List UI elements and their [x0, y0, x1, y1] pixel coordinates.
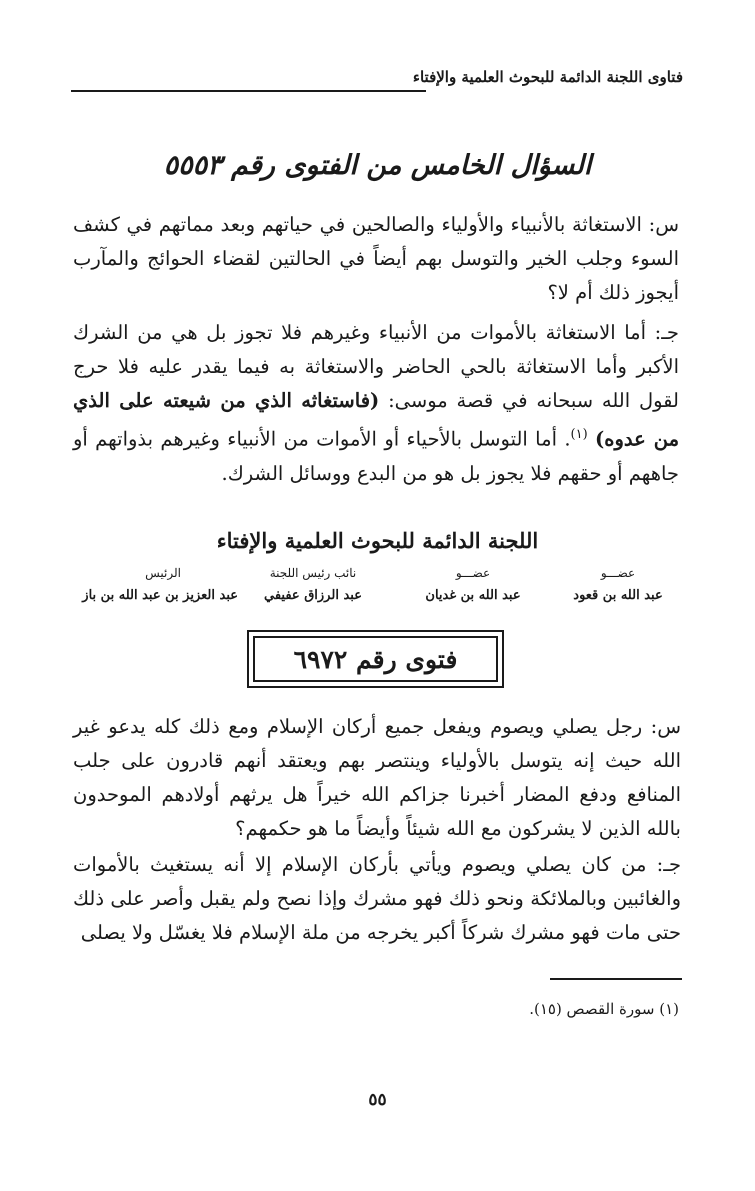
answer-text-part1: جـ: أما الاستغاثة بالأموات من الأنبياء وغيرهم فلا تجوز بل هي من الشرك الأكبر وأما الاستغاثة بالحي الحاضر والاستغاثة به فيما يقدر عليه فلا حرج لقول الله سبحانه في قصة موسى: [73, 321, 679, 412]
signature-name: عبد الله بن غديان [425, 588, 521, 603]
answer-text-part2: . أما التوسل بالأحياء أو الأموات من الأنبياء وغيرهم بذواتهم أو جاههم أو حقهم فلا يجوز بل هو من البدع ووسائل الشرك. [73, 427, 679, 485]
signature-role: عضـــو [455, 566, 491, 580]
signature-chairman [82, 566, 238, 603]
footnote: (١) سورة القصص (١٥). [529, 1000, 679, 1018]
fatwa-question-paragraph: س: رجل يصلي ويصوم ويفعل جميع أركان الإسلام ومع ذلك كله يدعو غير الله حيث إنه يتوسل بالأولياء وينتصر بهم ويعتقد أنهم قادرون على جلب المنافع ودفع المضار أخبرنا جزاكم الله خيراً هل يرثهم أولادهم الموحدون بالله الذين لا يشركون مع الله شيئاً وأيضاً ما هو حكمهم؟ [73, 715, 681, 840]
question-heading: السؤال الخامس من الفتوى رقم ٥٥٥٣ [163, 150, 592, 181]
signature-role: عضـــو [600, 566, 636, 580]
fatwa-answer-paragraph: جـ: من كان يصلي ويصوم ويأتي بأركان الإسلام إلا أنه يستغيث بالأموات والغائبين وبالملائكة ونحو ذلك فهو مشرك وإذا نصح ولم يقبل وأصر على ذلك حتى مات فهو مشرك شركاً أكبر يخرجه من ملة الإسلام فلا يغسّل ولا يصلى [73, 853, 681, 944]
committee-name: اللجنة الدائمة للبحوث العلمية والإفتاء [216, 528, 539, 553]
page-number: ٥٥ [368, 1090, 387, 1110]
fatwa-title-box [247, 630, 504, 688]
running-header [71, 66, 683, 96]
footnote-rule [550, 978, 682, 980]
signature-name: عبد الله بن قعود [573, 588, 663, 603]
signature-name: عبد الرزاق عفيفي [264, 588, 362, 603]
signature-role: نائب رئيس اللجنة [269, 566, 357, 580]
committee-signatures [82, 566, 678, 614]
signature-role: الرئيس [145, 566, 181, 580]
question-paragraph: س: الاستغاثة بالأنبياء والأولياء والصالحين في حياتهم وبعد مماتهم في كشف السوء وجلب الخير والتوسل بهم أيضاً في الحالتين لقضاء الحوائج والمآرب أيجوز ذلك أم لا؟ [73, 213, 679, 304]
footnote-reference[interactable]: (١) [570, 427, 588, 442]
signature-member-2 [408, 566, 538, 603]
header-rule [71, 90, 426, 92]
signature-deputy-chairman [253, 566, 373, 603]
signature-member-1 [558, 566, 678, 603]
running-header-title: فتاوى اللجنة الدائمة للبحوث العلمية والإفتاء [412, 68, 683, 86]
quran-quote: (فاستغاثه الذي من شيعته على الذي من عدوه) [73, 389, 680, 451]
signature-name: عبد العزيز بن عبد الله بن باز [82, 588, 238, 603]
answer-paragraph [73, 316, 679, 491]
fatwa-title: فتوى رقم ٦٩٧٢ [253, 636, 498, 682]
